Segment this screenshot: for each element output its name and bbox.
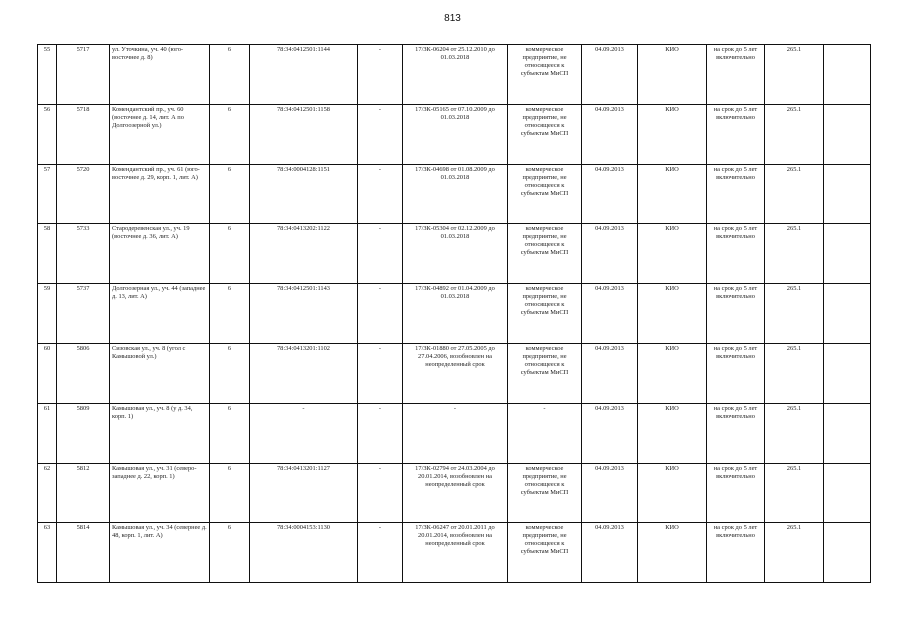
lease-term: на срок до 5 лет включительно: [707, 463, 765, 523]
empty-cell: [824, 403, 871, 463]
lease-contract: 17/ЗК-06204 от 25.12.2010 до 01.03.2018: [403, 45, 508, 105]
table-row: [38, 403, 871, 463]
table-row: [38, 164, 871, 224]
land-plot-table: [37, 44, 871, 583]
decision-code: 265.1: [765, 403, 824, 463]
category: 6: [210, 523, 250, 583]
field-dash: -: [358, 45, 403, 105]
authority: КИО: [638, 343, 707, 403]
authority: КИО: [638, 164, 707, 224]
decision-code: 265.1: [765, 463, 824, 523]
table-row: [38, 224, 871, 284]
field-dash: -: [358, 403, 403, 463]
decision-date: 04.09.2013: [582, 104, 638, 164]
tenant-type: -: [508, 403, 582, 463]
decision-date: 04.09.2013: [582, 284, 638, 344]
empty-cell: [824, 463, 871, 523]
cadastral-number: 78:34:0412501:1144: [250, 45, 358, 105]
field-dash: -: [358, 463, 403, 523]
cadastral-number: -: [250, 403, 358, 463]
empty-cell: [824, 284, 871, 344]
tenant-type: коммерческое предприятие, не относящееся к субъектам МиСП: [508, 164, 582, 224]
tenant-type: коммерческое предприятие, не относящееся к субъектам МиСП: [508, 463, 582, 523]
lease-contract: 17/ЗК-02794 от 24.03.2004 до 20.01.2014, возобновлен на неопределенный срок: [403, 463, 508, 523]
decision-code: 265.1: [765, 45, 824, 105]
address: Долгоозерная ул., уч. 44 (западнее д. 13, лит. А): [110, 284, 210, 344]
tenant-type: коммерческое предприятие, не относящееся к субъектам МиСП: [508, 523, 582, 583]
authority: КИО: [638, 104, 707, 164]
object-id: 5737: [57, 284, 110, 344]
object-id: 5733: [57, 224, 110, 284]
empty-cell: [824, 224, 871, 284]
empty-cell: [824, 104, 871, 164]
decision-date: 04.09.2013: [582, 523, 638, 583]
category: 6: [210, 104, 250, 164]
decision-date: 04.09.2013: [582, 45, 638, 105]
decision-date: 04.09.2013: [582, 224, 638, 284]
table-row: [38, 104, 871, 164]
address: Камышовая ул., уч. 31 (северо-западнее д. 22, корп. 1): [110, 463, 210, 523]
table-row: [38, 523, 871, 583]
decision-code: 265.1: [765, 104, 824, 164]
lease-term: на срок до 5 лет включительно: [707, 164, 765, 224]
category: 6: [210, 284, 250, 344]
empty-cell: [824, 523, 871, 583]
cadastral-number: 78:34:0413202:1122: [250, 224, 358, 284]
object-id: 5718: [57, 104, 110, 164]
object-id: 5809: [57, 403, 110, 463]
row-number: 61: [38, 403, 57, 463]
row-number: 62: [38, 463, 57, 523]
object-id: 5806: [57, 343, 110, 403]
cadastral-number: 78:34:0412501:1158: [250, 104, 358, 164]
address: Стародеревенская ул., уч. 19 (восточнее д. 36, лит. А): [110, 224, 210, 284]
authority: КИО: [638, 403, 707, 463]
lease-contract: 17/ЗК-01880 от 27.05.2005 до 27.04.2006, возобновлен на неопределенный срок: [403, 343, 508, 403]
decision-date: 04.09.2013: [582, 343, 638, 403]
decision-date: 04.09.2013: [582, 403, 638, 463]
authority: КИО: [638, 523, 707, 583]
table-row: [38, 463, 871, 523]
empty-cell: [824, 45, 871, 105]
row-number: 57: [38, 164, 57, 224]
address: Комендантский пр., уч. 60 (восточнее д. 14, лит. А по Долгоозерной ул.): [110, 104, 210, 164]
table-row: [38, 284, 871, 344]
field-dash: -: [358, 164, 403, 224]
lease-term: на срок до 5 лет включительно: [707, 284, 765, 344]
category: 6: [210, 403, 250, 463]
empty-cell: [824, 164, 871, 224]
decision-code: 265.1: [765, 284, 824, 344]
table-row: [38, 45, 871, 105]
category: 6: [210, 224, 250, 284]
tenant-type: коммерческое предприятие, не относящееся к субъектам МиСП: [508, 343, 582, 403]
field-dash: -: [358, 523, 403, 583]
field-dash: -: [358, 284, 403, 344]
page-number: 813: [444, 13, 461, 24]
cadastral-number: 78:34:0004153:1130: [250, 523, 358, 583]
row-number: 55: [38, 45, 57, 105]
address: Комендантский пр., уч. 61 (юго-восточнее д. 29, корп. 1, лит. А): [110, 164, 210, 224]
authority: КИО: [638, 463, 707, 523]
lease-term: на срок до 5 лет включительно: [707, 104, 765, 164]
lease-term: на срок до 5 лет включительно: [707, 45, 765, 105]
lease-term: на срок до 5 лет включительно: [707, 224, 765, 284]
tenant-type: коммерческое предприятие, не относящееся к субъектам МиСП: [508, 284, 582, 344]
lease-contract: 17/ЗК-05165 от 07.10.2009 до 01.03.2018: [403, 104, 508, 164]
field-dash: -: [358, 224, 403, 284]
tenant-type: коммерческое предприятие, не относящееся к субъектам МиСП: [508, 45, 582, 105]
address: Сизовская ул., уч. 8 (угол с Камышовой ул.): [110, 343, 210, 403]
lease-contract: -: [403, 403, 508, 463]
empty-cell: [824, 343, 871, 403]
decision-date: 04.09.2013: [582, 463, 638, 523]
lease-contract: 17/ЗК-04698 от 01.08.2009 до 01.03.2018: [403, 164, 508, 224]
lease-contract: 17/ЗК-06247 от 20.01.2011 до 20.01.2014, возобновлен на неопределенный срок: [403, 523, 508, 583]
lease-term: на срок до 5 лет включительно: [707, 343, 765, 403]
decision-code: 265.1: [765, 523, 824, 583]
cadastral-number: 78:34:0412501:1143: [250, 284, 358, 344]
category: 6: [210, 164, 250, 224]
decision-code: 265.1: [765, 343, 824, 403]
row-number: 63: [38, 523, 57, 583]
address: Камышовая ул., уч. 8 (у д. 34, корп. 1): [110, 403, 210, 463]
row-number: 59: [38, 284, 57, 344]
lease-contract: 17/ЗК-05304 от 02.12.2009 до 01.03.2018: [403, 224, 508, 284]
authority: КИО: [638, 224, 707, 284]
category: 6: [210, 45, 250, 105]
cadastral-number: 78:34:0004128:1151: [250, 164, 358, 224]
row-number: 56: [38, 104, 57, 164]
tenant-type: коммерческое предприятие, не относящееся к субъектам МиСП: [508, 224, 582, 284]
cadastral-number: 78:34:0413201:1127: [250, 463, 358, 523]
decision-code: 265.1: [765, 224, 824, 284]
decision-code: 265.1: [765, 164, 824, 224]
object-id: 5720: [57, 164, 110, 224]
lease-term: на срок до 5 лет включительно: [707, 523, 765, 583]
category: 6: [210, 463, 250, 523]
object-id: 5717: [57, 45, 110, 105]
address: Камышовая ул., уч. 34 (севернее д. 48, корп. 1, лит. А): [110, 523, 210, 583]
authority: КИО: [638, 45, 707, 105]
lease-contract: 17/ЗК-04892 от 01.04.2009 до 01.03.2018: [403, 284, 508, 344]
object-id: 5814: [57, 523, 110, 583]
authority: КИО: [638, 284, 707, 344]
row-number: 58: [38, 224, 57, 284]
field-dash: -: [358, 343, 403, 403]
lease-term: на срок до 5 лет включительно: [707, 403, 765, 463]
address: ул. Уточкина, уч. 40 (юго-восточнее д. 8): [110, 45, 210, 105]
decision-date: 04.09.2013: [582, 164, 638, 224]
table-row: [38, 343, 871, 403]
tenant-type: коммерческое предприятие, не относящееся к субъектам МиСП: [508, 104, 582, 164]
row-number: 60: [38, 343, 57, 403]
object-id: 5812: [57, 463, 110, 523]
field-dash: -: [358, 104, 403, 164]
cadastral-number: 78:34:0413201:1102: [250, 343, 358, 403]
category: 6: [210, 343, 250, 403]
